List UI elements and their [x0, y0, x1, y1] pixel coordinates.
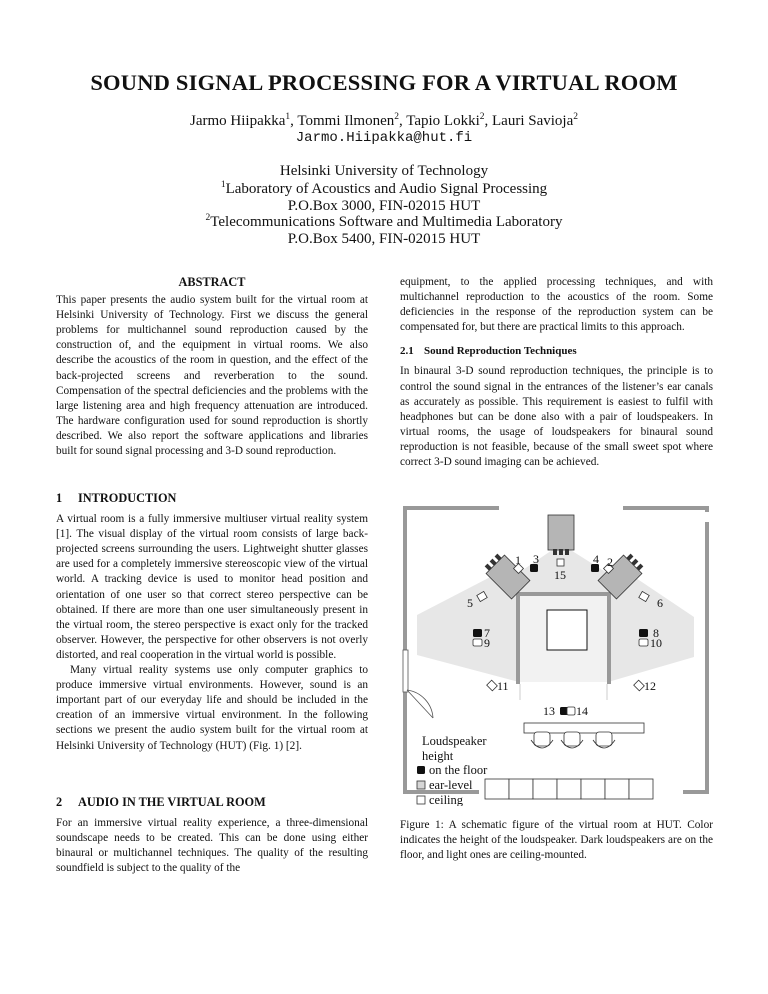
introduction-section [56, 491, 368, 754]
legend-subtitle: height [422, 749, 454, 763]
speaker-label-13: 13 [543, 704, 555, 718]
abstract-section [56, 275, 368, 459]
affiliation-name: Laboratory of Acoustics and Audio Signal Processing [225, 181, 548, 197]
section-heading-audio [56, 795, 368, 810]
section-title: AUDIO IN THE VIRTUAL ROOM [78, 795, 266, 809]
author-separator: , [484, 113, 492, 129]
affiliation-1-address: P.O.Box 3000, FIN-02015 HUT [287, 198, 481, 214]
legend-label-floor: on the floor [429, 763, 488, 777]
abstract-heading: ABSTRACT [178, 275, 246, 289]
legend-swatch-ceiling [417, 796, 425, 804]
speaker-label-7: 7 [484, 626, 490, 640]
section-number: 2 [56, 795, 63, 809]
legend-label-ceiling: ceiling [429, 793, 464, 806]
speaker-label-6: 6 [657, 596, 663, 610]
section-heading-introduction [56, 491, 368, 506]
speaker-label-9: 9 [484, 636, 490, 650]
screen-right [607, 592, 611, 684]
speaker-label-8: 8 [653, 626, 659, 640]
author-affiliation-mark: 2 [479, 112, 485, 122]
chair [593, 732, 615, 748]
screen-front [516, 592, 611, 596]
figure-caption [400, 818, 713, 863]
figure-virtual-room [397, 500, 715, 806]
speaker-8 [639, 629, 648, 637]
speaker-label-4: 4 [593, 552, 599, 566]
legend-title: Loudspeaker [422, 734, 487, 748]
audio-section [56, 795, 368, 876]
author-name: Jarmo Hiipakka [190, 113, 286, 129]
window [403, 650, 408, 692]
legend-swatch-floor [417, 766, 425, 774]
paragraph: equipment, to the applied processing techniques, and with multichannel reproduction to the acoustics of the room. Some deficiencies in the response of the reproduction system can be compensated for, but there are practical limits to this approach. [400, 276, 713, 334]
author-affiliation-mark: 2 [573, 112, 578, 122]
paragraph: In binaural 3-D sound reproduction techniques, the principle is to control the sound signal in the entrances of the listener’s ear canals as accurately as possible. This requirement is easiest to fulfil with headphones but can be done also with a pair of loudspeakers. In virtual rooms, the usage of loudspeakers for binaural sound reproduction is not feasible, because of the small sweet spot where correct 3-D sound imaging can be achieved. [400, 365, 713, 469]
speaker-label-15: 15 [554, 568, 566, 582]
affiliation-mark: 1 [220, 180, 226, 190]
author-list [0, 113, 768, 130]
author-email[interactable]: Jarmo.Hiipakka@hut.fi [295, 130, 473, 146]
section-title: Sound Reproduction Techniques [424, 345, 577, 358]
affiliation-2-address: P.O.Box 5400, FIN-02015 HUT [287, 231, 481, 247]
figure-caption-text: Figure 1: A schematic figure of the virtual room at HUT. Color indicates the height of the loudspeaker. Dark loudspeakers are on the floor, and light ones are ceiling-mounted. [400, 819, 713, 862]
equipment-racks [485, 779, 653, 799]
floor-screen [547, 610, 587, 650]
projector-front [548, 515, 574, 555]
paragraph: A virtual room is a fully immersive multiuser virtual reality system [1]. The visual display of the virtual room consists of large back-projected screens surrounding the users. Lightweight shutter glasses are used for a completely immersive stereoscopic view of the virtual world. A tracking device is used to monitor head position and orientation of one user so that correct stereo perspective can be obtained. If there are more than one user simultaneously present in the virtual room, the stereo perspective is exact only for the tracked observer. However, the perspective for other observers is not overly distorted, and real cooperation in the virtual world is possible. [56, 513, 368, 661]
section-number: 1 [56, 491, 63, 505]
section-number: 2.1 [400, 345, 414, 358]
speaker-14 [567, 707, 575, 715]
figure-legend [417, 734, 488, 806]
legend-swatch-ear [417, 781, 425, 789]
institution: Helsinki University of Technology [279, 163, 489, 179]
audio-section-continued [400, 275, 713, 470]
speaker-label-11: 11 [497, 679, 509, 693]
control-desk [524, 723, 644, 733]
paragraph: Many virtual reality systems use only computer graphics to produce immersive virtual environments. However, sound is an important part of our everyday life and should be included in the creation of an immersive virtual environment. In the following sections we present the audio system built for the virtual room at Helsinki University of Technology (HUT) (Fig. 1) [2]. [56, 664, 368, 752]
speaker-label-3: 3 [533, 552, 539, 566]
paragraph: For an immersive virtual reality experience, a three-dimensional soundscape needs to be created. This can be done using either binaural or multichannel techniques. The quality of the resulting soundfield is subject to the quality of the [56, 817, 368, 875]
speaker-9 [473, 639, 482, 646]
speaker-label-10: 10 [650, 636, 662, 650]
author-affiliation-mark: 2 [394, 112, 399, 122]
author-affiliation-mark: 1 [285, 112, 291, 122]
speaker-12 [634, 680, 645, 691]
speaker-7 [473, 629, 482, 637]
speaker-10 [639, 639, 648, 646]
screen-left [516, 592, 520, 684]
subsection-heading-reproduction [400, 344, 713, 359]
speaker-label-1: 1 [515, 553, 521, 567]
affiliation-mark: 2 [205, 213, 211, 223]
author-name: Tommi Ilmonen [297, 113, 395, 129]
affiliation-name: Telecommunications Software and Multimedia Laboratory [210, 214, 563, 230]
author-separator: , [398, 113, 407, 129]
affiliation-1 [0, 181, 768, 198]
speaker-15 [557, 559, 564, 566]
speaker-label-2: 2 [607, 555, 613, 569]
chair [561, 732, 583, 748]
abstract-text: This paper presents the audio system built for the virtual room at Helsinki University of Technology. First we discuss the general problems for multichannel sound reproduction caused by the construction of, and the equipment in virtual rooms. We also describe the acoustics of the room in question, and the effect of the back-projected screens and reverberation to the sound. Compensation of the spectral deficiencies and the problems with the large listening area and high frequency attenuation are introduced. The hardware configuration used for sound reproduction is shortly described. We also report the software applications and libraries built for sound signal processing and 3-D sound reproduction. [56, 294, 368, 458]
speaker-label-12: 12 [644, 679, 656, 693]
author-name: Tapio Lokki [406, 113, 480, 129]
wall-segment [623, 508, 707, 512]
speaker-label-5: 5 [467, 596, 473, 610]
section-title: INTRODUCTION [78, 491, 177, 505]
legend-label-ear: ear-level [429, 778, 473, 792]
speaker-label-14: 14 [576, 704, 588, 718]
author-name: Lauri Savioja [492, 113, 574, 129]
speaker-11 [487, 680, 498, 691]
paper-title: SOUND SIGNAL PROCESSING FOR A VIRTUAL ROOM [90, 70, 678, 95]
author-separator: , [290, 113, 298, 129]
chair [531, 732, 553, 748]
affiliation-2 [0, 214, 768, 231]
